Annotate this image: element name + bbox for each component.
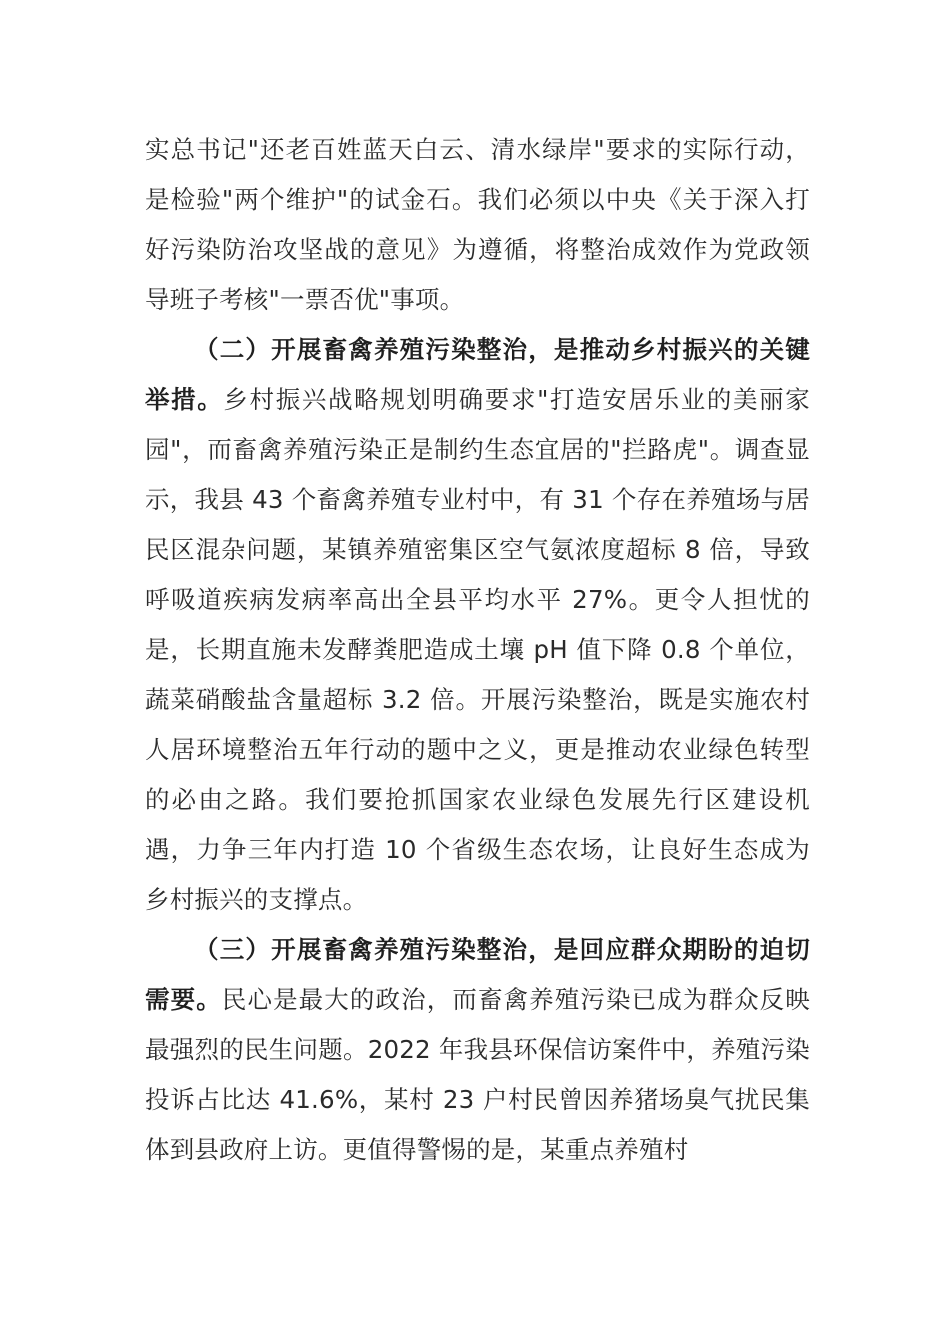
paragraph-continuation <box>145 125 810 325</box>
section-heading: （三）开展畜禽养殖污染整治，是回应群众期盼的迫切需要。 <box>145 935 810 1014</box>
document-page <box>145 125 810 1175</box>
section-heading: （二）开展畜禽养殖污染整治，是推动乡村振兴的关键举措。 <box>145 335 810 414</box>
paragraph-section-two <box>145 325 810 925</box>
paragraph-body: 实总书记"还老百姓蓝天白云、清水绿岸"要求的实际行动，是检验"两个维护"的试金石。我们必须以中央《关于深入打好污染防治攻坚战的意见》为遵循，将整治成效作为党政领导班子考核"一票否优"事项。 <box>145 135 810 314</box>
paragraph-section-three <box>145 925 810 1175</box>
paragraph-body: 民心是最大的政治，而畜禽养殖污染已成为群众反映最强烈的民生问题。2022 年我县环保信访案件中，养殖污染投诉占比达 41.6%，某村 23 户村民曾因养猪场臭气扰民集体到县政府上访。更值得警惕的是，某重点养殖村 <box>145 985 810 1164</box>
paragraph-body: 乡村振兴战略规划明确要求"打造安居乐业的美丽家园"，而畜禽养殖污染正是制约生态宜居的"拦路虎"。调查显示，我县 43 个畜禽养殖专业村中，有 31 个存在养殖场与居民区混杂问题，某镇养殖密集区空气氨浓度超标 8 倍，导致呼吸道疾病发病率高出全县平均水平 27%。更令人担忧的是，长期直施未发酵粪肥造成土壤 pH 值下降 0.8 个单位，蔬菜硝酸盐含量超标 3.2 倍。开展污染整治，既是实施农村人居环境整治五年行动的题中之义，更是推动农业绿色转型的必由之路。我们要抢抓国家农业绿色发展先行区建设机遇，力争三年内打造 10 个省级生态农场，让良好生态成为乡村振兴的支撑点。 <box>145 385 810 914</box>
